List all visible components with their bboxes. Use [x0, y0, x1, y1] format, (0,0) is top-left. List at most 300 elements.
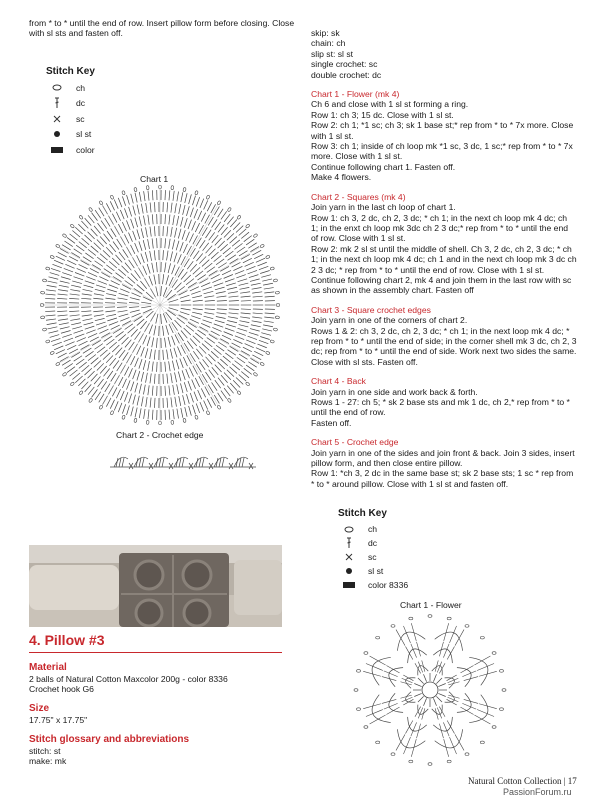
- dc-stitch-mark: [218, 362, 225, 369]
- dc-stitch-mark: [148, 215, 149, 225]
- dc-stitch-mark: [252, 355, 261, 360]
- section-title: Chart 1 - Flower (mk 4): [311, 89, 400, 100]
- dc-stitch-mark: [176, 241, 179, 251]
- dc-stitch-mark: [201, 388, 205, 397]
- dc-stitch-mark: [179, 204, 181, 214]
- pillow-photo-image: [29, 545, 282, 627]
- dc-stitch-mark: [69, 298, 79, 299]
- dc-stitch-mark: [129, 303, 139, 304]
- dc-stitch-mark: [211, 204, 216, 213]
- dc-stitch-mark: [177, 192, 179, 202]
- dc-stitch-mark: [135, 407, 137, 417]
- color-bar-icon: [46, 147, 68, 153]
- dc-stitch-mark: [46, 290, 56, 291]
- dc-stitch-mark: [71, 323, 81, 325]
- ch-stitch-mark: [227, 207, 231, 212]
- dc-stitch-mark: [152, 214, 153, 224]
- dc-stitch-mark: [140, 281, 146, 289]
- dc-stitch-mark: [252, 321, 262, 323]
- dc-stitch-mark: [366, 663, 383, 670]
- dc-stitch-mark: [47, 323, 57, 325]
- dc-stitch-mark: [174, 348, 177, 358]
- chart2-label: Chart 2 - Crochet edge: [116, 430, 204, 440]
- dc-stitch-mark: [215, 287, 225, 290]
- ch-stitch-mark: [364, 726, 368, 729]
- ch-oval-icon: [46, 84, 68, 91]
- dc-stitch-mark: [70, 319, 80, 321]
- dc-stitch-mark: [411, 644, 417, 658]
- dc-stitch-mark: [58, 252, 67, 257]
- dc-stitch-mark: [152, 190, 153, 200]
- dc-stitch-mark: [57, 298, 67, 299]
- key-row: [46, 96, 166, 112]
- dc-stitch-mark: [83, 319, 93, 321]
- dc-stitch-mark: [156, 338, 157, 348]
- ch-stitch-mark: [499, 670, 503, 673]
- dc-stitch-mark: [61, 331, 71, 334]
- ch-stitch-mark: [237, 215, 242, 220]
- dc-stitch-mark: [165, 362, 166, 372]
- dc-stitch-mark: [135, 193, 137, 203]
- dc-stitch-mark: [211, 397, 216, 406]
- dc-stitch-mark: [133, 231, 136, 240]
- dc-stitch-mark: [186, 232, 190, 241]
- dc-stitch-mark: [150, 349, 152, 359]
- dc-stitch-mark: [214, 324, 223, 327]
- ch-stitch-mark: [227, 398, 231, 403]
- dc-stitch-mark: [169, 386, 170, 396]
- dc-stitch-mark: [208, 385, 213, 394]
- dc-stitch-mark: [178, 372, 181, 382]
- dc-stitch-mark: [265, 313, 275, 314]
- dc-stitch-mark: [225, 279, 234, 282]
- dc-stitch-mark: [221, 211, 227, 219]
- dc-stitch-mark: [225, 353, 233, 359]
- dc-stitch-mark: [85, 384, 92, 392]
- dc-stitch-mark: [230, 346, 239, 351]
- dc-stitch-mark: [137, 371, 140, 381]
- dc-stitch-mark: [129, 307, 139, 308]
- material-line: Crochet hook G6: [29, 684, 94, 695]
- dc-stitch-mark: [216, 316, 226, 318]
- dc-stitch-mark: [117, 303, 127, 304]
- key-row: [338, 522, 478, 536]
- dc-stitch-mark: [143, 216, 145, 226]
- dc-stitch-mark: [173, 385, 175, 395]
- dc-stitch-mark: [214, 395, 219, 404]
- dc-stitch-mark: [118, 269, 126, 276]
- dc-stitch-mark: [109, 322, 118, 326]
- dc-stitch-mark: [264, 321, 274, 323]
- dc-stitch-mark: [81, 311, 91, 312]
- dc-stitch-mark: [241, 371, 249, 377]
- ch-stitch-mark: [159, 185, 162, 189]
- ch-stitch-mark: [270, 267, 275, 271]
- dc-stitch-mark: [216, 345, 224, 351]
- sl-st-dot-icon: [46, 130, 68, 138]
- dc-stitch-mark: [159, 458, 161, 467]
- dc-stitch-mark: [60, 281, 70, 283]
- dc-stitch-mark: [204, 313, 214, 315]
- dc-stitch-mark: [188, 381, 191, 390]
- dc-stitch-mark: [84, 368, 91, 375]
- dc-stitch-mark: [205, 387, 210, 396]
- dc-stitch-mark: [148, 385, 149, 395]
- dc-stitch-mark: [238, 279, 248, 282]
- petal-mark: [435, 632, 463, 651]
- key-row: [46, 80, 166, 96]
- dc-stitch-mark: [154, 326, 156, 336]
- dc-stitch-mark: [181, 345, 186, 354]
- dc-stitch-mark: [50, 335, 60, 338]
- instruction-line: Join yarn in one of the sides and join front & back. Join 3 sides, insert: [311, 447, 575, 458]
- dc-stitch-mark: [122, 196, 125, 205]
- dc-stitch-mark: [139, 192, 141, 202]
- dc-stitch-mark: [212, 327, 221, 331]
- ch-stitch-mark: [55, 362, 60, 366]
- dc-stitch-mark: [203, 359, 209, 367]
- dc-stitch-mark: [239, 321, 249, 323]
- glossary-item: single crochet: sc: [311, 59, 378, 70]
- petal-mark: [469, 695, 488, 723]
- dc-stitch-mark: [370, 656, 386, 665]
- dc-stitch-mark: [194, 392, 198, 401]
- dc-stitch-mark: [181, 272, 187, 280]
- dc-stitch-mark: [423, 674, 426, 681]
- dc-stitch-mark: [135, 218, 138, 228]
- dc-stitch-mark: [474, 656, 490, 665]
- dc-stitch-mark: [100, 366, 107, 374]
- instruction-line: Row 1: ch 3, 2 dc, ch 2, 3 dc; * ch 1; in the next ch loop mk 4 dc; ch: [311, 212, 568, 223]
- petal-mark: [372, 657, 391, 685]
- dc-stitch-mark: [82, 294, 92, 295]
- dc-stitch-mark: [165, 262, 166, 272]
- dc-stitch-mark: [260, 271, 270, 274]
- dc-stitch-mark: [130, 298, 140, 300]
- dc-stitch-mark: [238, 328, 248, 331]
- dc-stitch-mark: [169, 410, 170, 420]
- dc-stitch-mark: [111, 325, 120, 329]
- instruction-line: Row 3: ch 1; inside of ch loop mk *1 sc, 3 dc, 1 sc;* rep from * to * 7x: [311, 141, 573, 152]
- dc-stitch-mark: [131, 273, 138, 280]
- dc-stitch-mark: [224, 214, 230, 222]
- dc-stitch-mark: [54, 346, 63, 350]
- ch-stitch-mark: [499, 708, 503, 711]
- dc-stitch-mark: [154, 374, 155, 384]
- dc-stitch-mark: [112, 214, 117, 223]
- dc-stitch-mark: [192, 312, 202, 314]
- dc-stitch-mark: [248, 243, 256, 248]
- dc-stitch-mark: [241, 313, 251, 314]
- dc-stitch-mark: [116, 273, 124, 279]
- dc-stitch-mark: [180, 295, 189, 298]
- stitch-key-right: [338, 508, 478, 592]
- dc-stitch-mark: [46, 294, 56, 295]
- instruction-line: 1; in the enxt ch loop mk 3dc ch 2 3 dc;* rep from * to * until the end: [311, 222, 569, 233]
- dc-stitch-mark: [187, 341, 193, 349]
- dc-stitch-mark: [181, 256, 186, 265]
- dc-stitch-mark: [169, 190, 170, 200]
- dc-stitch-mark: [193, 300, 203, 301]
- dc-stitch-mark: [167, 226, 168, 236]
- dc-stitch-mark: [58, 353, 67, 358]
- dc-stitch-mark: [171, 397, 172, 407]
- dc-stitch-mark: [200, 199, 204, 208]
- dc-stitch-mark: [225, 328, 234, 331]
- dc-stitch-mark: [112, 345, 119, 352]
- dc-stitch-mark: [103, 353, 110, 360]
- dc-stitch-mark: [74, 356, 82, 361]
- dc-stitch-mark: [227, 233, 234, 240]
- dc-stitch-mark: [122, 321, 131, 326]
- dc-stitch-mark: [59, 285, 69, 287]
- dc-stitch-mark: [396, 630, 405, 646]
- dc-stitch-mark: [162, 458, 164, 467]
- dc-stitch-mark: [75, 334, 84, 338]
- dc-stitch-mark: [257, 262, 266, 266]
- dc-stitch-mark: [198, 390, 202, 399]
- dc-stitch-mark: [250, 358, 259, 363]
- dc-stitch-mark: [129, 394, 132, 404]
- dc-stitch-mark: [217, 300, 227, 301]
- ch-oval-icon: [338, 526, 360, 533]
- dc-stitch-mark: [212, 235, 218, 243]
- dc-stitch-mark: [236, 275, 245, 278]
- dc-stitch-mark: [131, 407, 134, 417]
- dc-stitch-mark: [192, 380, 196, 389]
- dc-stitch-mark: [189, 194, 192, 204]
- ch-stitch-mark: [217, 405, 221, 410]
- dc-stitch-mark: [384, 703, 398, 709]
- key-label: ch: [76, 82, 86, 93]
- dc-stitch-mark: [450, 737, 457, 754]
- petal-mark: [372, 695, 391, 723]
- dc-stitch-mark: [134, 288, 142, 293]
- dc-stitch-mark: [195, 378, 199, 387]
- dc-stitch-mark: [172, 322, 178, 330]
- dc-stitch-mark: [447, 646, 454, 659]
- dc-stitch-mark: [386, 707, 399, 714]
- dc-stitch-mark: [259, 266, 268, 269]
- dc-stitch-mark: [139, 458, 141, 467]
- dc-stitch-mark: [179, 396, 181, 406]
- dc-stitch-mark: [222, 458, 224, 467]
- dc-stitch-mark: [263, 283, 273, 285]
- dc-stitch-mark: [97, 239, 104, 246]
- dc-stitch-mark: [207, 399, 211, 408]
- dc-stitch-mark: [94, 315, 104, 317]
- dc-stitch-mark: [88, 232, 95, 239]
- dc-stitch-mark: [236, 377, 243, 384]
- dc-stitch-mark: [81, 298, 91, 299]
- right-column: [311, 28, 579, 498]
- dc-stitch-mark: [265, 296, 275, 297]
- ch-stitch-mark: [447, 617, 451, 620]
- section-title: Chart 5 - Crochet edge: [311, 437, 399, 448]
- guide-line: [60, 305, 160, 363]
- dc-stitch-mark: [245, 344, 254, 348]
- dc-stitch-mark: [167, 374, 168, 384]
- dc-stitch-mark: [105, 383, 110, 391]
- dc-stitch-mark: [101, 381, 107, 389]
- ch-stitch-mark: [447, 760, 451, 763]
- dc-stitch-mark: [165, 386, 166, 396]
- dc-stitch-mark: [209, 334, 218, 339]
- dc-stitch-mark: [184, 382, 187, 392]
- dc-stitch-mark: [141, 396, 143, 406]
- dc-stitch-mark: [48, 281, 58, 283]
- dc-stitch-mark: [184, 275, 191, 282]
- dc-stitch-mark: [218, 241, 225, 248]
- dc-stitch-mark: [227, 320, 237, 322]
- ch-stitch-mark: [492, 726, 496, 729]
- color-bar-icon: [338, 582, 360, 588]
- dc-stitch-mark: [131, 329, 138, 336]
- dc-stitch-mark: [106, 355, 113, 362]
- dc-stitch-mark: [187, 246, 192, 255]
- dc-stitch-mark: [193, 267, 200, 274]
- dc-stitch-mark: [140, 321, 146, 329]
- dc-stitch-mark: [69, 349, 78, 354]
- dc-stitch-mark: [137, 205, 139, 215]
- dc-stitch-mark: [403, 737, 410, 754]
- dc-stitch-mark: [177, 216, 179, 226]
- dc-stitch-mark: [51, 338, 60, 341]
- dc-stitch-mark: [423, 698, 426, 705]
- dc-stitch-mark: [94, 361, 101, 368]
- dc-stitch-mark: [201, 213, 205, 222]
- dc-stitch-mark: [46, 319, 56, 320]
- instruction-line: Ch 6 and close with 1 sl st forming a ring.: [311, 99, 469, 110]
- ch-stitch-mark: [428, 763, 432, 766]
- dc-stitch-mark: [215, 365, 222, 372]
- dc-stitch-mark: [91, 374, 98, 381]
- dc-stitch-mark: [246, 340, 255, 344]
- stitch-key-title: Stitch Key: [46, 66, 95, 77]
- dc-stitch-mark: [116, 255, 123, 262]
- dc-stitch-mark: [224, 332, 233, 336]
- ch-stitch-mark: [122, 415, 126, 420]
- dc-stitch-mark: [203, 243, 209, 251]
- dc-stitch-mark: [49, 331, 59, 333]
- glossary-title: Stitch glossary and abbreviations: [29, 734, 190, 745]
- dc-stitch-mark: [264, 292, 274, 293]
- dc-stitch-mark: [443, 644, 449, 658]
- dc-stitch-mark: [242, 458, 244, 467]
- dc-stitch-mark: [169, 324, 173, 333]
- dc-stitch-mark: [163, 326, 164, 336]
- dc-stitch-mark: [135, 243, 139, 252]
- dc-stitch-mark: [116, 389, 120, 398]
- ch-stitch-mark: [276, 304, 280, 307]
- dc-stitch-mark: [93, 298, 103, 299]
- dc-stitch-mark: [105, 298, 115, 299]
- dc-stitch-mark: [243, 258, 252, 263]
- dc-stitch-mark: [178, 269, 183, 277]
- dc-stitch-mark: [156, 286, 158, 296]
- dc-stitch-mark: [195, 223, 199, 232]
- dc-stitch-mark: [175, 203, 177, 213]
- dc-stitch-mark: [84, 322, 94, 325]
- dc-stitch-mark: [205, 215, 210, 224]
- ch-stitch-mark: [50, 255, 55, 259]
- dc-stitch-mark: [84, 285, 94, 288]
- instruction-line: Row 1: ch 3; 15 dc. Close with 1 sl st.: [311, 109, 454, 120]
- dc-stitch-mark: [232, 240, 240, 246]
- dc-stitch-mark: [157, 362, 158, 372]
- dc-stitch-mark: [396, 734, 405, 750]
- ch-stitch-mark: [265, 351, 270, 355]
- dc-stitch-mark: [131, 219, 134, 228]
- ch-stitch-mark: [376, 636, 380, 639]
- dc-stitch-mark: [167, 202, 168, 212]
- dc-stitch-mark: [99, 329, 108, 333]
- dc-stitch-mark: [174, 253, 177, 263]
- dc-stitch-icon: [46, 97, 68, 109]
- dc-stitch-mark: [119, 293, 129, 296]
- ch-stitch-mark: [99, 405, 103, 410]
- section-title: Chart 2 - Squares (mk 4): [311, 191, 406, 202]
- dc-stitch-mark: [209, 370, 215, 378]
- dc-stitch-mark: [88, 387, 94, 395]
- dc-stitch-mark: [220, 339, 229, 344]
- dc-stitch-mark: [229, 296, 239, 297]
- sc-cross-icon: [338, 553, 360, 561]
- dc-stitch-mark: [223, 248, 231, 254]
- dc-stitch-mark: [77, 338, 86, 342]
- dc-stitch-mark: [107, 289, 117, 292]
- dc-stitch-mark: [125, 263, 131, 271]
- dc-stitch-mark: [460, 707, 473, 714]
- dc-stitch-mark: [433, 674, 436, 681]
- dc-stitch-mark: [205, 309, 215, 310]
- petal-mark: [435, 729, 463, 748]
- dc-stitch-mark: [78, 224, 85, 231]
- dc-stitch-mark: [137, 255, 141, 264]
- dc-stitch-mark: [45, 298, 55, 299]
- dc-stitch-mark: [147, 264, 150, 274]
- dc-stitch-mark: [70, 370, 78, 376]
- ch-stitch-mark: [134, 418, 137, 422]
- key-label: dc: [368, 538, 378, 548]
- key-label: color 8336: [368, 580, 409, 590]
- ch-stitch-mark: [41, 316, 45, 319]
- dc-stitch-mark: [96, 322, 106, 325]
- dc-stitch-mark: [477, 663, 494, 670]
- dc-stitch-mark: [196, 253, 202, 261]
- dc-stitch-mark: [366, 710, 383, 717]
- ch-stitch-mark: [50, 351, 55, 355]
- key-label: sl st: [76, 129, 92, 140]
- dc-stitch-mark: [212, 219, 218, 227]
- dc-stitch-mark: [215, 380, 221, 388]
- dc-stitch-mark: [145, 252, 148, 262]
- dc-stitch-mark: [212, 367, 218, 375]
- dc-stitch-mark: [239, 229, 246, 236]
- dc-stitch-mark: [117, 307, 127, 308]
- dc-stitch-mark: [119, 252, 125, 260]
- dc-stitch-mark: [252, 287, 262, 289]
- dc-stitch-mark: [85, 218, 92, 226]
- dc-stitch-mark: [249, 275, 259, 278]
- dc-stitch-mark: [150, 398, 151, 408]
- ch-stitch-mark: [357, 670, 361, 673]
- ch-stitch-mark: [40, 304, 44, 307]
- ch-stitch-mark: [110, 410, 114, 415]
- dc-stitch-mark: [438, 683, 445, 686]
- dc-stitch-mark: [241, 296, 251, 297]
- ch-stitch-mark: [55, 244, 60, 248]
